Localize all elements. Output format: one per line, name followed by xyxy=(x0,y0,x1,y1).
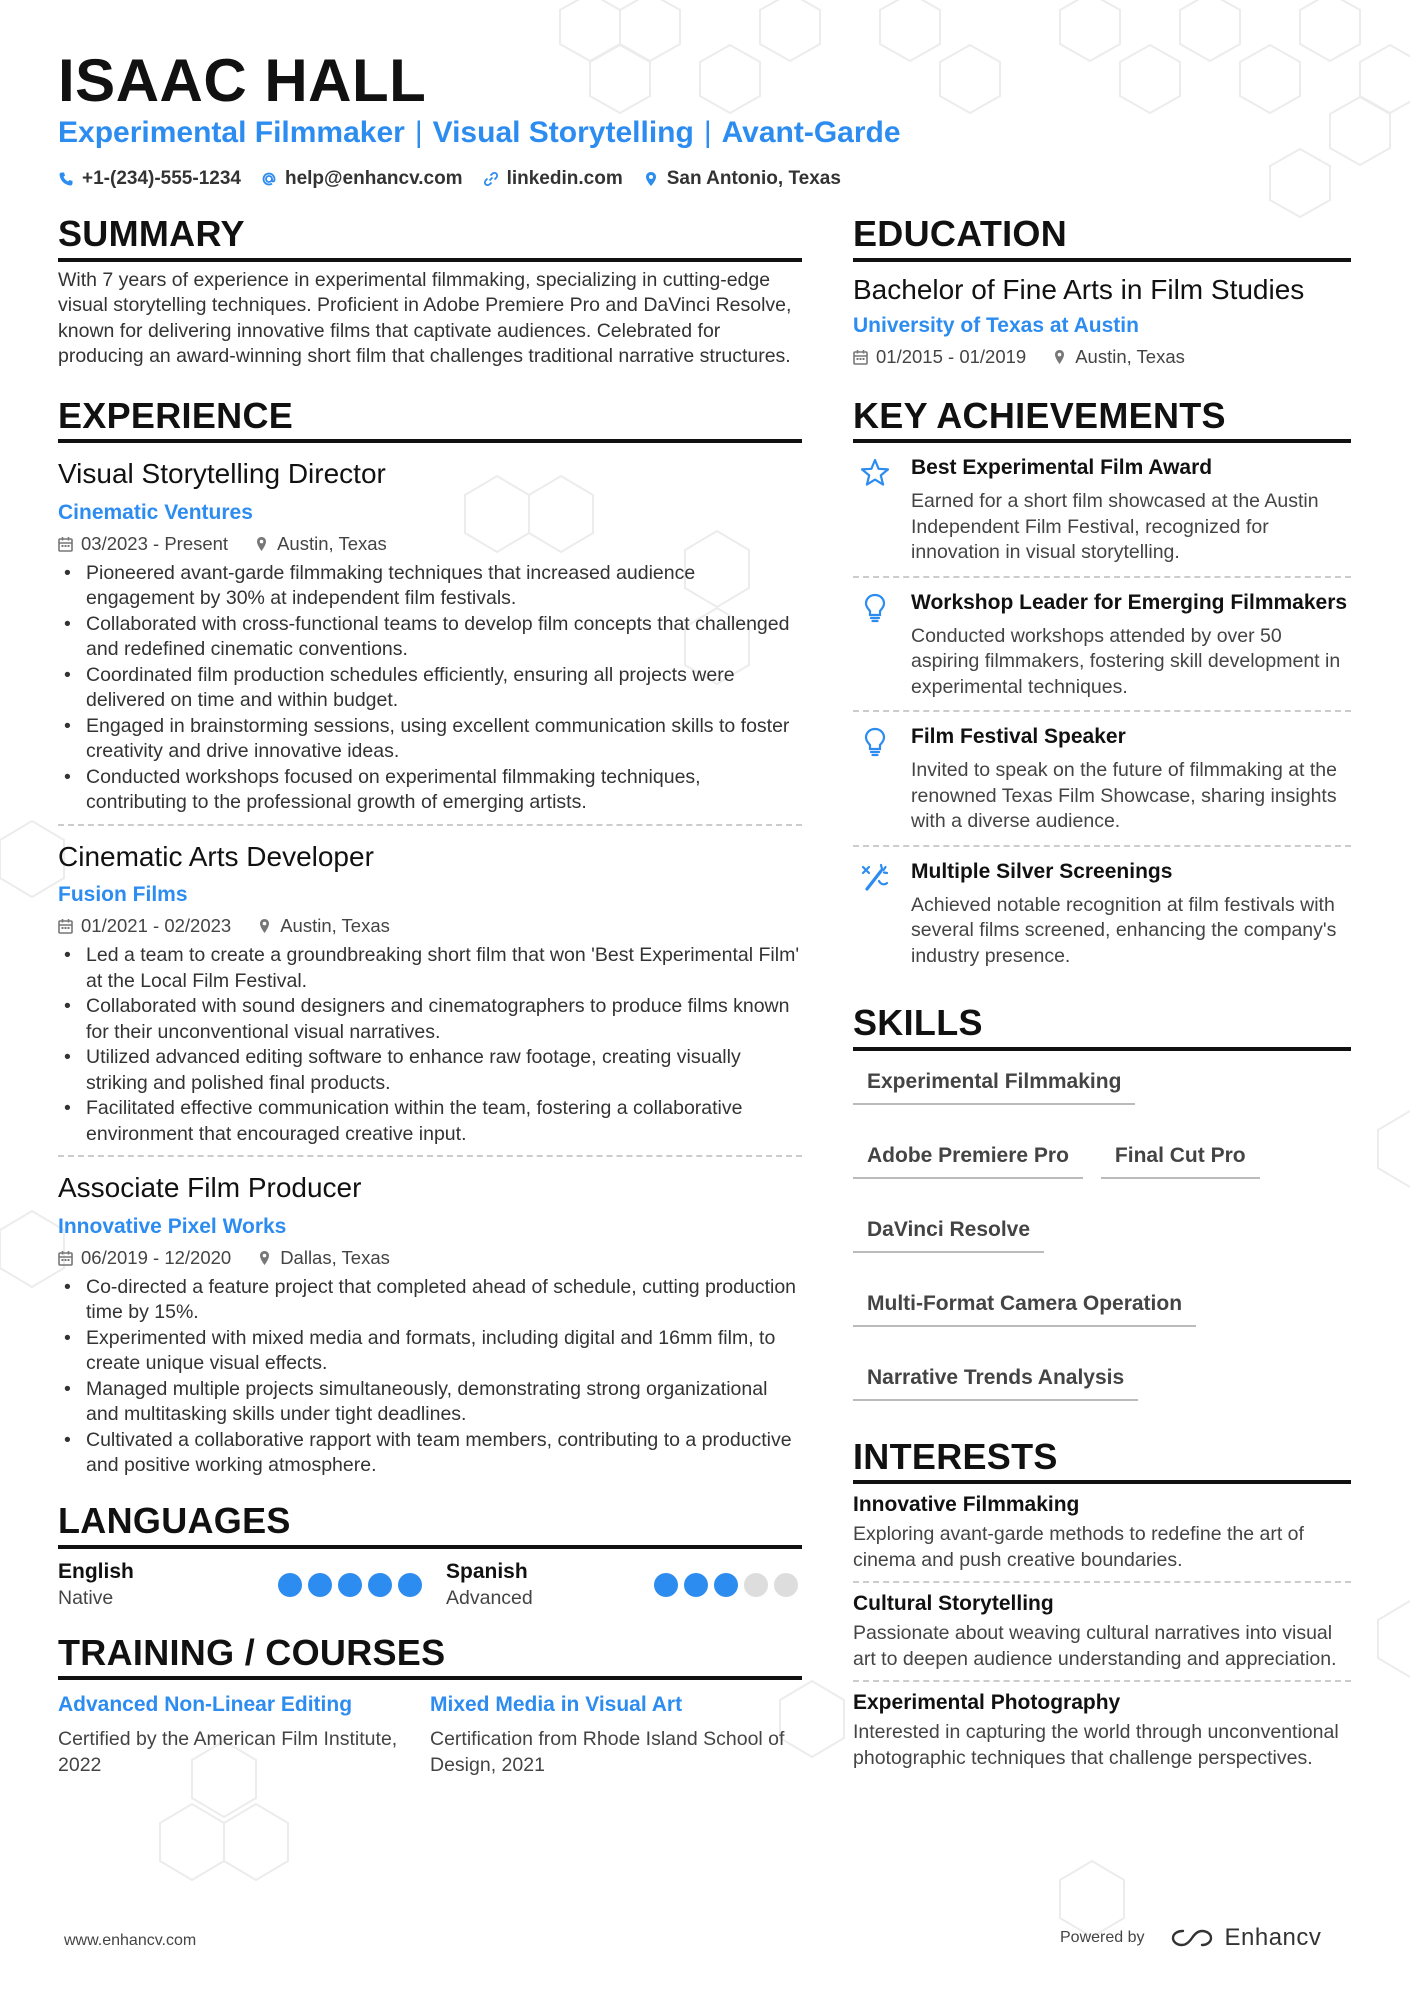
magic-wand-icon xyxy=(859,861,891,893)
skill-tag: Final Cut Pro xyxy=(1101,1137,1260,1179)
candidate-name: ISAAC HALL xyxy=(58,47,427,114)
rating-dot-filled xyxy=(398,1573,422,1597)
achievement-item xyxy=(853,443,1351,578)
achievement-item xyxy=(853,578,1351,713)
language-rating xyxy=(278,1573,422,1597)
rating-dot-empty xyxy=(774,1573,798,1597)
calendar-icon xyxy=(58,918,73,934)
achievement-desc: Invited to speak on the future of filmmaking at the renowned Texas Film Showcase, sharing insights with a diverse audience. xyxy=(911,759,1337,833)
education-meta xyxy=(853,346,1351,368)
job-dates-text: 03/2023 - Present xyxy=(81,532,229,554)
job-title: Visual Storytelling Director xyxy=(58,458,386,490)
achievement-title: Best Experimental Film Award xyxy=(911,456,1213,480)
headline-part-1: Experimental Filmmaker xyxy=(58,116,405,149)
skills-list xyxy=(853,1063,1351,1401)
star-icon xyxy=(859,457,891,489)
rating-dot-filled xyxy=(654,1573,678,1597)
headline-separator: | xyxy=(703,116,712,149)
list-item: • Cultivated a collaborative rapport with team members, contributing to a productive and positive working atmosphere. xyxy=(58,1428,802,1479)
lightbulb-icon xyxy=(859,726,891,758)
interest-item xyxy=(853,1682,1351,1779)
training-title: Advanced Non-Linear Editing xyxy=(58,1693,353,1717)
rating-dot-filled xyxy=(278,1573,302,1597)
rating-dot-empty xyxy=(744,1573,768,1597)
job-bullets xyxy=(58,1275,802,1479)
location-pin-icon xyxy=(1052,349,1067,365)
languages-list xyxy=(58,1559,802,1611)
job-title: Cinematic Arts Developer xyxy=(58,840,374,872)
rating-dot-filled xyxy=(308,1573,332,1597)
job-location-text: Austin, Texas xyxy=(277,532,387,554)
job-dates xyxy=(58,915,231,937)
section-title-interests: INTERESTS xyxy=(853,1437,1351,1485)
achievement-desc: Achieved notable recognition at film festivals with several films screened, enhancing the company's industry presence. xyxy=(911,893,1337,967)
list-item: • Conducted workshops focused on experimental filmmaking techniques, contributing to the professional growth of emerging artists. xyxy=(58,765,802,816)
job-title: Associate Film Producer xyxy=(58,1172,362,1204)
education-dates-text: 01/2015 - 01/2019 xyxy=(876,345,1027,367)
training-item xyxy=(58,1692,430,1778)
skill-tag: Experimental Filmmaking xyxy=(853,1063,1135,1105)
interest-title: Cultural Storytelling xyxy=(853,1592,1054,1616)
job-location xyxy=(257,1247,390,1269)
location-pin-icon xyxy=(643,171,659,187)
achievement-item xyxy=(853,847,1351,980)
interest-item xyxy=(853,1484,1351,1583)
job-bullets xyxy=(58,943,802,1147)
phone-icon xyxy=(58,171,74,187)
job-meta xyxy=(58,533,802,555)
location-pin-icon xyxy=(257,918,272,934)
interest-title: Experimental Photography xyxy=(853,1691,1121,1715)
list-item: • Engaged in brainstorming sessions, using excellent communication skills to foster creativity and drive innovative ideas. xyxy=(58,714,802,765)
headline xyxy=(58,116,901,150)
interest-item xyxy=(853,1583,1351,1682)
calendar-icon xyxy=(853,349,868,365)
skill-tag: Narrative Trends Analysis xyxy=(853,1359,1138,1401)
phone-text: +1-(234)-555-1234 xyxy=(82,168,241,189)
skill-tag: Multi-Format Camera Operation xyxy=(853,1285,1196,1327)
rating-dot-filled xyxy=(714,1573,738,1597)
section-title-skills: SKILLS xyxy=(853,1003,1351,1051)
training-title: Mixed Media in Visual Art xyxy=(430,1693,683,1717)
brand-name: Enhancv xyxy=(1224,1924,1322,1951)
achievement-item xyxy=(853,712,1351,847)
language-rating xyxy=(654,1573,798,1597)
location-text: San Antonio, Texas xyxy=(666,168,841,189)
job-location xyxy=(257,915,390,937)
job-dates-text: 06/2019 - 12/2020 xyxy=(81,1246,232,1268)
contact-bar xyxy=(58,168,841,190)
list-item: • Experimented with mixed media and formats, including digital and 16mm film, to create unique visual effects. xyxy=(58,1326,802,1377)
left-column xyxy=(58,214,802,1778)
job-location xyxy=(254,533,387,555)
section-title-achievements: KEY ACHIEVEMENTS xyxy=(853,396,1351,444)
education-section xyxy=(853,214,1351,368)
rating-dot-filled xyxy=(368,1573,392,1597)
education-location-text: Austin, Texas xyxy=(1075,345,1185,367)
calendar-icon xyxy=(58,536,73,552)
list-item: • Utilized advanced editing software to enhance raw footage, creating visually striking and polished final products. xyxy=(58,1045,802,1096)
language-name: Spanish xyxy=(446,1559,528,1583)
education-degree: Bachelor of Fine Arts in Film Studies xyxy=(853,273,1305,305)
contact-linkedin[interactable] xyxy=(483,168,623,190)
language-item xyxy=(446,1559,802,1611)
powered-by-label: Powered by xyxy=(1060,1929,1145,1946)
at-icon xyxy=(261,171,277,187)
company-name: Fusion Films xyxy=(58,883,188,907)
experience-entry xyxy=(58,1157,802,1487)
training-desc: Certification from Rhode Island School of Design, 2021 xyxy=(430,1728,785,1777)
rating-dot-filled xyxy=(338,1573,362,1597)
rating-dot-filled xyxy=(684,1573,708,1597)
enhancv-logo-icon xyxy=(1169,1926,1215,1950)
job-bullets xyxy=(58,561,802,816)
company-name: Innovative Pixel Works xyxy=(58,1214,287,1238)
right-column xyxy=(853,214,1351,1779)
experience-section xyxy=(58,396,802,1487)
achievement-desc: Conducted workshops attended by over 50 aspiring filmmakers, fostering skill development in experimental techniques. xyxy=(911,624,1341,698)
education-location xyxy=(1052,346,1185,368)
skills-section xyxy=(853,1003,1351,1401)
list-item: • Collaborated with sound designers and cinematographers to produce films known for their unconventional visual narratives. xyxy=(58,994,802,1045)
skill-tag: Adobe Premiere Pro xyxy=(853,1137,1083,1179)
achievements-section xyxy=(853,396,1351,980)
linkedin-text: linkedin.com xyxy=(506,168,623,189)
job-dates xyxy=(58,533,228,555)
interest-title: Innovative Filmmaking xyxy=(853,1493,1080,1517)
training-section xyxy=(58,1633,802,1779)
list-item: • Pioneered avant-garde filmmaking techniques that increased audience engagement by 30% at independent film festivals. xyxy=(58,561,802,612)
company-name: Cinematic Ventures xyxy=(58,500,253,524)
enhancv-logo[interactable] xyxy=(1169,1924,1322,1952)
interest-desc: Interested in capturing the world through unconventional photographic techniques that challenge perspectives. xyxy=(853,1721,1339,1769)
headline-part-2: Visual Storytelling xyxy=(432,116,694,149)
languages-section xyxy=(58,1501,802,1611)
language-level: Advanced xyxy=(446,1586,533,1609)
footer-website-link[interactable]: www.enhancv.com xyxy=(64,1932,197,1949)
interests-section xyxy=(853,1437,1351,1780)
job-dates xyxy=(58,1247,231,1269)
training-desc: Certified by the American Film Institute, 2022 xyxy=(58,1728,398,1777)
contact-email[interactable] xyxy=(261,168,463,190)
job-meta xyxy=(58,915,802,937)
location-pin-icon xyxy=(254,536,269,552)
lightbulb-icon xyxy=(859,592,891,624)
section-title-languages: LANGUAGES xyxy=(58,1501,802,1549)
experience-entry xyxy=(58,826,802,1158)
training-list xyxy=(58,1692,802,1778)
list-item: • Co-directed a feature project that completed ahead of schedule, cutting production time by 15%. xyxy=(58,1275,802,1326)
headline-part-3: Avant-Garde xyxy=(721,116,901,149)
calendar-icon xyxy=(58,1250,73,1266)
experience-entry xyxy=(58,443,802,826)
interest-desc: Passionate about weaving cultural narratives into visual art to deepen audience understanding and appreciation. xyxy=(853,1622,1337,1670)
achievement-title: Workshop Leader for Emerging Filmmakers xyxy=(911,590,1348,614)
email-text: help@enhancv.com xyxy=(284,168,463,189)
list-item: • Led a team to create a groundbreaking short film that won 'Best Experimental Film' at the Local Film Festival. xyxy=(58,943,802,994)
link-icon xyxy=(483,171,499,187)
list-item: • Facilitated effective communication within the team, fostering a collaborative environment that encouraged creative input. xyxy=(58,1096,802,1147)
footer-branding xyxy=(1060,1924,1321,1952)
education-dates xyxy=(853,346,1026,368)
achievement-title: Multiple Silver Screenings xyxy=(911,859,1173,883)
location-pin-icon xyxy=(257,1250,272,1266)
job-meta xyxy=(58,1247,802,1269)
language-level: Native xyxy=(58,1586,114,1609)
summary-text: With 7 years of experience in experimental filmmaking, specializing in cutting-edge visual storytelling techniques. Proficient in Adobe Premiere Pro and DaVinci Resolve, known for delivering innovative films that captivate audiences. Celebrated for producing an award-winning short film that challenges traditional narrative structures. xyxy=(58,268,792,368)
section-title-experience: EXPERIENCE xyxy=(58,396,802,444)
section-title-education: EDUCATION xyxy=(853,214,1351,262)
job-dates-text: 01/2021 - 02/2023 xyxy=(81,915,232,937)
language-name: English xyxy=(58,1559,134,1583)
headline-separator: | xyxy=(414,116,423,149)
contact-phone[interactable] xyxy=(58,168,241,190)
job-location-text: Dallas, Texas xyxy=(280,1246,390,1268)
list-item: • Coordinated film production schedules efficiently, ensuring all projects were delivered on time and within budget. xyxy=(58,663,802,714)
job-location-text: Austin, Texas xyxy=(280,915,390,937)
training-item xyxy=(430,1692,802,1778)
language-item xyxy=(58,1559,446,1611)
interest-desc: Exploring avant-garde methods to redefine the art of cinema and push creative boundaries. xyxy=(853,1523,1304,1571)
summary-section xyxy=(58,214,802,370)
list-item: • Managed multiple projects simultaneously, demonstrating strong organizational and multitasking skills under tight deadlines. xyxy=(58,1377,802,1428)
achievement-desc: Earned for a short film showcased at the Austin Independent Film Festival, recognized for innovation in visual storytelling. xyxy=(911,490,1319,564)
list-item: • Collaborated with cross-functional teams to develop film concepts that challenged and redefined cinematic conventions. xyxy=(58,612,802,663)
contact-location xyxy=(643,168,841,190)
education-school: University of Texas at Austin xyxy=(853,313,1139,337)
section-title-training: TRAINING / COURSES xyxy=(58,1633,802,1681)
achievement-title: Film Festival Speaker xyxy=(911,725,1126,749)
skill-tag: DaVinci Resolve xyxy=(853,1211,1044,1253)
section-title-summary: SUMMARY xyxy=(58,214,802,262)
